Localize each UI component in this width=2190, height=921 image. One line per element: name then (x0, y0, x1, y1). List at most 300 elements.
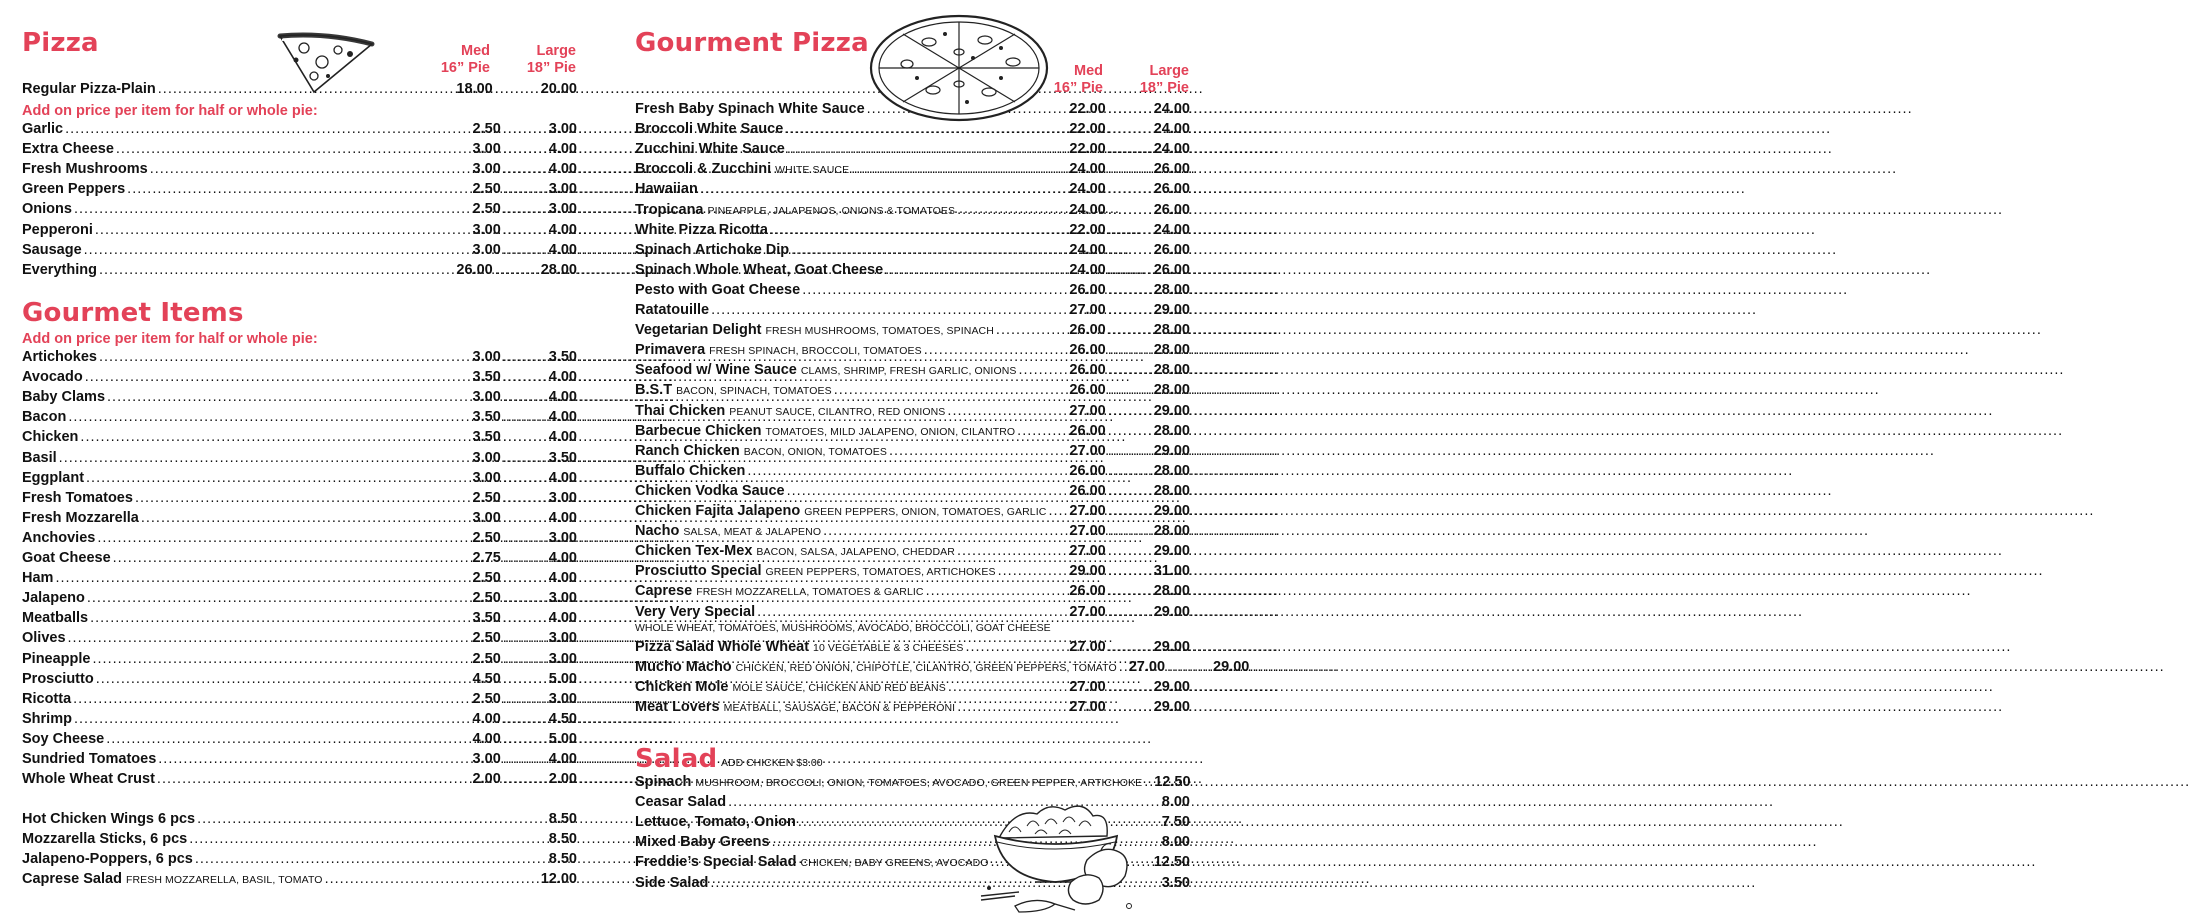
leader-dots (113, 550, 471, 566)
leader-dots (1108, 483, 1152, 499)
price-large: 24.00 (1153, 101, 1190, 117)
item-description: BACON, SPINACH, TOMATOES (676, 385, 832, 398)
price-large: 31.00 (1153, 563, 1190, 580)
menu-row (635, 563, 1190, 583)
pizza-large-header (508, 43, 576, 77)
item-name: Seafood w/ Wine Sauce (635, 362, 797, 379)
leader-dots (1108, 403, 1152, 419)
item-name: Lettuce, Tomato, Onion (635, 814, 796, 831)
item-name: Mucho Macho (635, 659, 732, 676)
price-medium: 26.00 (1069, 342, 1106, 359)
item-name: Anchovies (22, 529, 96, 546)
price: 12.50 (1153, 854, 1190, 871)
item-name: Whole Wheat Crust (22, 771, 155, 788)
price-large: 4.00 (548, 509, 577, 526)
price-medium: 3.00 (472, 141, 501, 158)
price-large: 3.00 (548, 181, 577, 198)
leader-dots (106, 731, 470, 747)
price-medium: 3.00 (472, 449, 501, 466)
item-description: PEANUT SAUCE, CILANTRO, RED ONIONS (729, 405, 946, 418)
leader-dots (503, 222, 547, 238)
leader-dots (996, 322, 1067, 338)
leader-dots (1108, 362, 1152, 378)
price-large: 26.00 (1153, 181, 1190, 198)
menu-row (22, 470, 577, 490)
leader-dots (197, 811, 547, 827)
leader-dots (1108, 463, 1152, 479)
price-medium: 2.50 (472, 181, 501, 198)
price-medium: 27.00 (1069, 523, 1106, 540)
price-large: 3.00 (548, 201, 577, 218)
price-large: 4.00 (548, 369, 577, 386)
leader-dots (957, 543, 1067, 559)
leader-dots (802, 282, 1067, 298)
price-medium: 3.00 (472, 389, 501, 406)
leader-dots (503, 161, 547, 177)
menu-row (635, 181, 1190, 201)
menu-row (22, 242, 577, 262)
menu-row (635, 382, 1190, 402)
price-large: 28.00 (1153, 583, 1190, 600)
item-name: Shrimp (22, 710, 72, 727)
leader-dots (823, 523, 1067, 539)
leader-dots (503, 121, 547, 137)
menu-row (22, 181, 577, 201)
leader-dots (926, 583, 1068, 599)
price-medium: 4.00 (472, 730, 501, 747)
price-medium: 3.00 (472, 241, 501, 258)
price-large: 24.00 (1153, 121, 1190, 138)
price-large: 29.00 (1153, 503, 1190, 519)
price-medium: 24.00 (1069, 161, 1106, 178)
large-label: Large (1149, 63, 1189, 79)
leader-dots (55, 570, 470, 586)
item-description: WHITE SAUCE (775, 164, 850, 177)
leader-dots (503, 731, 547, 747)
item-name: Eggplant (22, 469, 85, 486)
item-name: Jalapeno (22, 590, 85, 607)
price-medium: 27.00 (1069, 503, 1106, 519)
menu-row (635, 282, 1190, 302)
leader-dots (1108, 604, 1152, 620)
price-large: 4.50 (548, 710, 577, 727)
price-medium: 24.00 (1069, 181, 1106, 198)
price-medium: 22.00 (1069, 221, 1106, 238)
price-large: 26.00 (1153, 201, 1190, 218)
item-name: Side Salad (635, 874, 709, 891)
leader-dots (1108, 639, 1152, 655)
leader-dots (1108, 563, 1152, 579)
price-large: 28.00 (540, 261, 577, 278)
menu-row (22, 429, 577, 449)
price: 8.50 (548, 811, 577, 827)
price-large: 26.00 (1153, 161, 1190, 178)
leader-dots (834, 382, 1068, 398)
leader-dots (1019, 362, 1068, 378)
menu-row (635, 222, 1190, 242)
price-large: 28.00 (1153, 362, 1190, 379)
item-description: FRESH SPINACH, BROCCOLI, TOMATOES (709, 345, 922, 358)
item-description: CLAMS, SHRIMP, FRESH GARLIC, ONIONS (800, 365, 1017, 378)
price-medium: 3.50 (472, 610, 501, 627)
leader-dots (1144, 774, 1152, 790)
price-medium: 2.50 (472, 489, 501, 506)
price-medium: 3.50 (472, 369, 501, 386)
price-medium: 18.00 (456, 81, 493, 97)
item-name: Pepperoni (22, 221, 93, 238)
item-name: Chicken Vodka Sauce (635, 482, 785, 499)
leader-dots (495, 81, 539, 97)
price-large: 5.00 (548, 730, 577, 747)
leader-dots (503, 691, 547, 707)
gourmet-items-title: Gourmet Items (22, 298, 244, 328)
item-name: Meatballs (22, 610, 89, 627)
leader-dots (85, 369, 471, 385)
item-name: Spinach (635, 774, 692, 790)
price-large: 20.00 (540, 81, 577, 97)
leader-dots (885, 262, 1067, 278)
price-large: 3.00 (548, 529, 577, 546)
item-description: PINEAPPLE, JALAPENOS, ONIONS & TOMATOES (707, 204, 956, 217)
price-large: 5.00 (548, 670, 577, 687)
menu-row (22, 550, 577, 570)
menu-row (635, 483, 1190, 503)
menu-row (22, 590, 577, 610)
item-name: Thai Chicken (635, 402, 726, 419)
price-large: 4.00 (548, 241, 577, 258)
menu-row (635, 423, 1190, 443)
price-large: 3.50 (548, 349, 577, 365)
menu-row (635, 141, 1190, 161)
price-large: 28.00 (1153, 462, 1190, 479)
menu-row (635, 774, 1190, 794)
item-name: Chicken (22, 429, 79, 446)
menu-row (22, 811, 577, 831)
price-medium: 27.00 (1069, 302, 1106, 318)
leader-dots (116, 141, 471, 157)
price-large: 3.00 (548, 630, 577, 647)
leader-dots (503, 389, 547, 405)
price-medium: 4.50 (472, 670, 501, 687)
price-medium: 2.50 (472, 650, 501, 667)
item-name: Chicken Mole (635, 679, 729, 696)
leader-dots (325, 871, 539, 887)
item-name: Barbecue Chicken (635, 422, 762, 439)
leader-dots (150, 161, 471, 177)
item-name: Chicken Fajita Jalapeno (635, 503, 801, 519)
item-name: Pineapple (22, 650, 91, 667)
price-medium: 27.00 (1069, 543, 1106, 560)
item-name: Soy Cheese (22, 730, 105, 747)
item-name: Broccoli & Zucchini (635, 161, 772, 178)
leader-dots (65, 121, 470, 137)
menu-row (635, 242, 1190, 262)
gourmet-addon-note: Add on price per item for half or whole pie: (22, 331, 318, 347)
large-label: Large (536, 43, 576, 59)
leader-dots (747, 463, 1067, 479)
pizza-slice-icon (276, 30, 378, 94)
salad-bowl-icon (975, 796, 1155, 920)
price-medium: 27.00 (1128, 659, 1166, 676)
price-large: 4.00 (548, 469, 577, 486)
leader-dots (73, 691, 470, 707)
menu-row (635, 699, 1190, 719)
price-medium: 2.50 (472, 529, 501, 546)
menu-row (635, 342, 1190, 362)
price-large: 28.00 (1153, 482, 1190, 499)
price-large: 3.00 (548, 690, 577, 707)
price-large: 29.00 (1153, 603, 1190, 620)
leader-dots (68, 630, 471, 646)
item-name: Olives (22, 630, 66, 647)
pizza-title: Pizza (22, 28, 99, 58)
item-name: Ceasar Salad (635, 794, 727, 811)
menu-row (22, 691, 577, 711)
price-large: 4.00 (548, 409, 577, 426)
menu-row (22, 389, 577, 409)
item-name: Hot Chicken Wings 6 pcs (22, 811, 196, 827)
item-description: FRESH MOZZARELLA, BASIL, TOMATO (125, 874, 323, 887)
leader-dots (1108, 121, 1152, 137)
leader-dots (757, 604, 1067, 620)
price-medium: 26.00 (1069, 281, 1106, 298)
leader-dots (127, 181, 470, 197)
leader-dots (503, 470, 547, 486)
price: 12.00 (540, 871, 577, 888)
item-name: Caprese Salad (22, 871, 122, 888)
leader-dots (503, 369, 547, 385)
leader-dots (503, 429, 547, 445)
leader-dots (90, 610, 470, 626)
menu-row (635, 503, 1190, 523)
item-description: GREEN PEPPERS, ONION, TOMATOES, GARLIC (804, 506, 1047, 518)
item-name: Fresh Mushrooms (22, 161, 148, 178)
item-name: Green Peppers (22, 181, 126, 198)
large-size: 18” Pie (526, 60, 576, 76)
price-large: 2.00 (548, 771, 577, 788)
menu-row (22, 711, 577, 731)
price-medium: 3.00 (472, 469, 501, 486)
price-medium: 27.00 (1069, 639, 1106, 656)
price-large: 4.00 (548, 141, 577, 158)
price-large: 3.00 (548, 590, 577, 607)
price-large: 3.00 (548, 489, 577, 506)
leader-dots (97, 530, 470, 546)
leader-dots (195, 851, 547, 867)
menu-row (22, 141, 577, 161)
item-name: Basil (22, 449, 57, 466)
price-large: 24.00 (1153, 221, 1190, 238)
large-size: 18” Pie (1139, 80, 1189, 96)
menu-row (22, 771, 577, 791)
menu-row (635, 463, 1190, 483)
price-medium: 24.00 (1069, 261, 1106, 278)
price-large: 29.00 (1153, 402, 1190, 419)
item-description: BACON, ONION, TOMATOES (743, 445, 887, 458)
leader-dots (1108, 161, 1152, 177)
menu-row (635, 639, 1190, 659)
leader-dots (998, 563, 1068, 579)
price-large: 4.00 (548, 550, 577, 566)
item-name: Caprese (635, 583, 693, 600)
leader-dots (503, 141, 547, 157)
leader-dots (503, 711, 547, 727)
pizza-addon-note: Add on price per item for half or whole pie: (22, 103, 318, 119)
price-large: 29.00 (1153, 639, 1190, 656)
leader-dots (107, 389, 471, 405)
menu-row (22, 671, 577, 691)
leader-dots (503, 751, 547, 767)
leader-dots (86, 470, 471, 486)
price-medium: 26.00 (1069, 482, 1106, 499)
price-large: 26.00 (1153, 261, 1190, 278)
price-medium: 4.00 (472, 710, 501, 727)
leader-dots (1017, 423, 1067, 439)
price-large: 29.00 (1153, 302, 1190, 318)
price-large: 3.00 (548, 121, 577, 137)
leader-dots (1108, 423, 1152, 439)
price-large: 28.00 (1153, 342, 1190, 359)
menu-row (635, 659, 1250, 679)
leader-dots (1108, 202, 1152, 218)
menu-row (22, 409, 577, 429)
menu-row (635, 161, 1190, 181)
menu-row (635, 403, 1190, 423)
leader-dots (1108, 262, 1152, 278)
price-medium: 2.75 (472, 550, 501, 566)
leader-dots (851, 161, 1067, 177)
leader-dots (59, 450, 471, 466)
item-description: FRESH MOZZARELLA, TOMATOES & GARLIC (696, 586, 924, 599)
menu-row (22, 490, 577, 510)
price-large: 4.00 (548, 610, 577, 627)
menu-row (22, 570, 577, 590)
item-name: Primavera (635, 342, 706, 359)
item-name: Broccoli White Sauce (635, 121, 784, 138)
menu-row (635, 302, 1190, 322)
item-name: Fresh Mozzarella (22, 509, 139, 526)
item-name: Buffalo Chicken (635, 462, 746, 479)
leader-dots (1108, 443, 1152, 459)
leader-dots (1108, 242, 1152, 258)
menu-row (22, 121, 577, 141)
menu-row (635, 543, 1190, 563)
price-medium: 27.00 (1069, 442, 1106, 459)
leader-dots (503, 771, 547, 787)
leader-dots (957, 202, 1067, 218)
item-name: Spinach Whole Wheat, Goat Cheese (635, 261, 884, 278)
menu-row (22, 851, 577, 871)
med-size: 16” Pie (1053, 80, 1103, 96)
item-name: Ranch Chicken (635, 442, 740, 459)
item-name: Jalapeno-Poppers, 6 pcs (22, 851, 193, 868)
price-medium: 2.50 (472, 121, 501, 137)
item-name: Bacon (22, 409, 67, 426)
leader-dots (1108, 222, 1152, 238)
leader-dots (503, 530, 547, 546)
price: 7.50 (1161, 814, 1190, 831)
leader-dots (74, 201, 471, 217)
menu-row (635, 679, 1190, 699)
item-name: Tropicana (635, 201, 704, 218)
price-medium: 2.00 (472, 771, 501, 788)
leader-dots (711, 302, 1067, 318)
leader-dots (503, 570, 547, 586)
leader-dots (96, 671, 471, 687)
price-medium: 26.00 (1069, 322, 1106, 339)
menu-row (635, 583, 1190, 603)
menu-row (635, 121, 1190, 141)
price-medium: 2.50 (472, 630, 501, 647)
leader-dots (503, 349, 547, 365)
menu-row (22, 751, 577, 771)
menu-row (22, 530, 577, 550)
leader-dots (791, 242, 1067, 258)
price-large: 4.00 (548, 570, 577, 587)
menu-row (635, 362, 1190, 382)
item-name: B.S.T (635, 382, 673, 399)
leader-dots (503, 450, 547, 466)
menu-row (635, 262, 1190, 282)
med-size: 16” Pie (440, 60, 490, 76)
menu-row (635, 523, 1190, 543)
price-medium: 26.00 (1069, 462, 1106, 479)
price-medium: 24.00 (1069, 241, 1106, 258)
leader-dots (1108, 101, 1152, 117)
price-medium: 26.00 (456, 261, 493, 278)
price-medium: 2.50 (472, 690, 501, 707)
item-description: CHICKEN, RED ONION, CHIPOTLE, CILANTRO, GREEN PEPPERS, TOMATO (735, 662, 1117, 675)
price-large: 4.00 (548, 221, 577, 238)
pizza-med-header (422, 43, 490, 77)
leader-dots (1108, 141, 1152, 157)
gourment-pizza-title: Gourment Pizza (635, 28, 869, 58)
leader-dots (1108, 699, 1152, 715)
item-name: Goat Cheese (22, 550, 111, 566)
item-name: Ratatouille (635, 302, 710, 318)
item-name: Ricotta (22, 690, 72, 707)
menu-row (22, 731, 577, 751)
price-medium: 3.50 (472, 429, 501, 446)
leader-dots (74, 711, 471, 727)
menu-row (22, 610, 577, 630)
price-medium: 3.00 (472, 751, 501, 767)
item-name: Onions (22, 201, 72, 218)
price: 8.00 (1161, 794, 1190, 811)
price-medium: 27.00 (1069, 679, 1106, 696)
item-description: 10 VEGETABLE & 3 CHEESES (813, 642, 964, 655)
menu-row (22, 871, 577, 891)
menu-row (635, 322, 1190, 342)
item-name: Artichokes (22, 349, 97, 365)
price: 12.50 (1154, 774, 1191, 790)
leader-dots (93, 651, 471, 667)
menu-row (22, 201, 577, 221)
leader-dots (503, 490, 547, 506)
item-name: Avocado (22, 369, 83, 386)
leader-dots (99, 262, 454, 278)
item-name: Garlic (22, 121, 64, 137)
item-description: FRESH MUSHROOMS, TOMATOES, SPINACH (765, 325, 994, 338)
leader-dots (135, 490, 471, 506)
menu-row (22, 161, 577, 181)
price-large: 4.00 (548, 751, 577, 767)
price-large: 4.00 (548, 429, 577, 446)
price-medium: 22.00 (1069, 141, 1106, 158)
price-large: 29.00 (1213, 659, 1250, 676)
price-medium: 27.00 (1069, 402, 1106, 419)
price-large: 28.00 (1153, 523, 1190, 540)
